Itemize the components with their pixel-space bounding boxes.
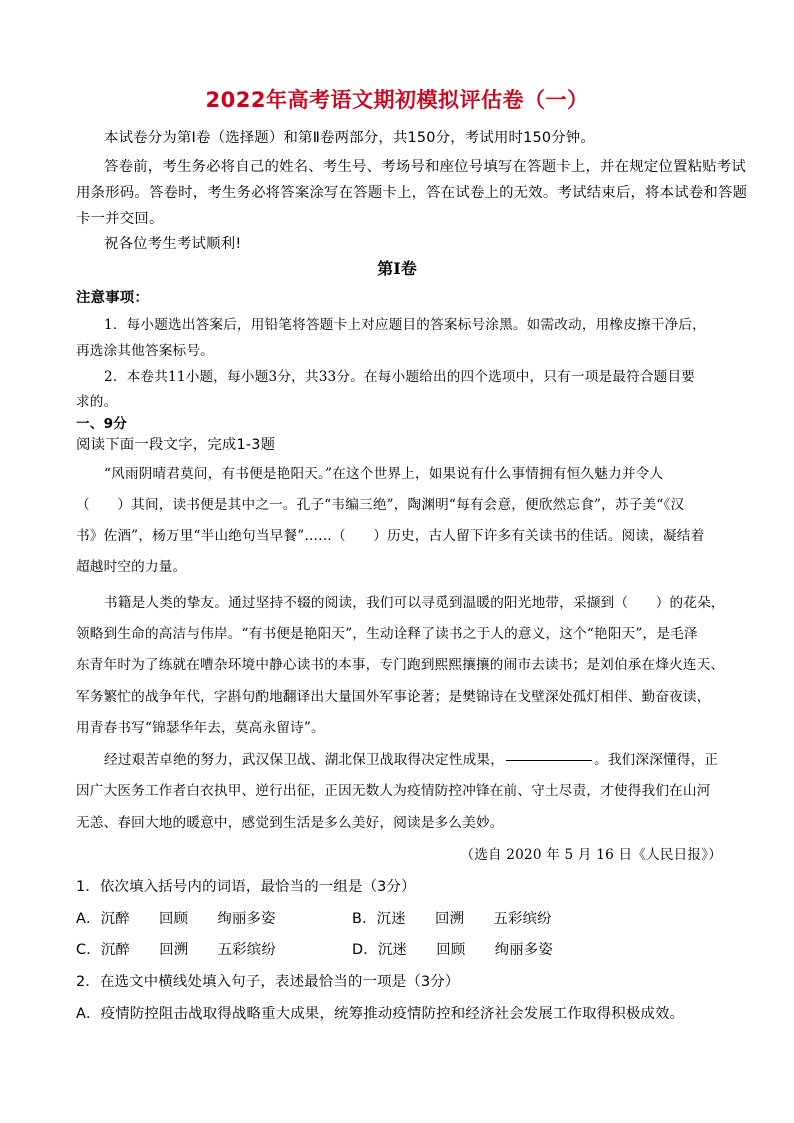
part-heading: 一、9分 (76, 416, 128, 432)
question-1-option-b: B．沉迷 回溯 五彩缤纷 (352, 911, 552, 927)
passage-p2-line-3: 东青年时为了练就在嘈杂环境中静心读书的本事，专门跑到熙熙攘攘的闹市去读书；是刘伯承在烽火连天、 (76, 657, 725, 673)
answer-blank (506, 759, 592, 761)
intro-line-4: 卡一并交回。 (76, 211, 164, 227)
passage-p1-line-4: 超越时空的力量。 (76, 559, 187, 575)
notice-1-line-2: 再选涂其他答案标号。 (76, 343, 214, 359)
notice-2-line-1: 2．本卷共11小题，每小题3分，共33分。在每小题给出的四个选项中，只有一项是最符合题目要 (104, 369, 696, 385)
question-1-option-d: D．沉迷 回顾 绚丽多姿 (352, 942, 553, 958)
notice-heading: 注意事项： (76, 290, 149, 306)
passage-p3-line-1 (104, 748, 718, 768)
question-2-option-a: A．疫情防控阻击战取得战略重大成果，统筹推动疫情防控和经济社会发展工作取得积极成效。 (76, 1006, 685, 1022)
exam-title: 2022年高考语文期初模拟评估卷（一） (205, 88, 589, 112)
passage-p2-line-1: 书籍是人类的挚友。通过坚持不辍的阅读，我们可以寻觅到温暖的阳光地带，采撷到（ ）的花朵， (104, 595, 725, 611)
question-2-stem: 2．在选文中横线处填入句子，表述最恰当的一项是（3分） (76, 974, 460, 990)
section-title: 第Ⅰ卷 (377, 259, 417, 278)
passage-p3-line-2: 因广大医务工作者白衣执甲、逆行出征，正因无数人为疫情防控冲锋在前、守土尽责，才使得我们在山河 (76, 783, 711, 799)
intro-line-1: 本试卷分为第Ⅰ卷（选择题）和第Ⅱ卷两部分，共150分，考试用时150分钟。 (104, 130, 595, 146)
question-1-option-a: A．沉醉 回顾 绚丽多姿 (76, 911, 276, 927)
question-1-stem: 1．依次填入括号内的词语，最恰当的一组是（3分） (76, 879, 416, 895)
passage-p3-line-1-after: 。我们深深懂得，正 (594, 752, 719, 768)
notice-2-line-2: 求的。 (76, 394, 118, 410)
passage-p3-line-1-before: 经过艰苦卓绝的努力，武汉保卫战、湖北保卫战取得决定性成果， (104, 752, 505, 768)
passage-p3-line-3: 无恙、春回大地的暖意中，感觉到生活是多么美好，阅读是多么美妙。 (76, 815, 504, 831)
passage-p1-line-2: （ ）其间，读书便是其中之一。孔子“韦编三绝”，陶渊明“每有会意，便欣然忘食”，苏子美“《汉 (76, 497, 685, 513)
passage-p2-line-5: 用青春书写“锦瑟华年去，莫高永留诗”。 (76, 720, 325, 736)
passage-source: （选自 2020 年 5 月 16 日《人民日报》） (460, 847, 722, 863)
part-instruction: 阅读下面一段文字，完成1-3题 (76, 437, 276, 453)
intro-line-2: 答卷前，考生务必将自己的姓名、考生号、考场号和座位号填写在答题卡上，并在规定位置粘贴考试 (104, 159, 746, 175)
intro-line-5: 祝各位考生考试顺利! (104, 236, 242, 252)
passage-p1-line-1: “风雨阴晴君莫问，有书便是艳阳天。”在这个世界上，如果说有什么事情拥有恒久魅力并令人 (104, 466, 664, 482)
passage-p1-line-3: 书》佐酒”，杨万里“半山绝句当早餐”……（ ）历史，古人留下许多有关读书的佳话。阅读，凝结着 (76, 528, 705, 544)
notice-1-line-1: 1．每小题选出答案后，用铅笔将答题卡上对应题目的答案标号涂黑。如需改动，用橡皮擦干净后， (104, 317, 706, 333)
intro-line-3: 用条形码。答卷时，考生务必将答案涂写在答题卡上，答在试卷上的无效。考试结束后，将本试卷和答题 (76, 185, 748, 201)
passage-p2-line-2: 领略到生命的高洁与伟岸。“有书便是艳阳天”，生动诠释了读书之于人的意义，这个“艳阳天”，是毛泽 (76, 626, 698, 642)
question-1-option-c: C．沉醉 回溯 五彩缤纷 (76, 942, 276, 958)
passage-p2-line-4: 军务繁忙的战争年代，字斟句酌地翻译出大量国外军事论著；是樊锦诗在戈壁深处孤灯相伴、勤奋夜读， (76, 689, 711, 705)
